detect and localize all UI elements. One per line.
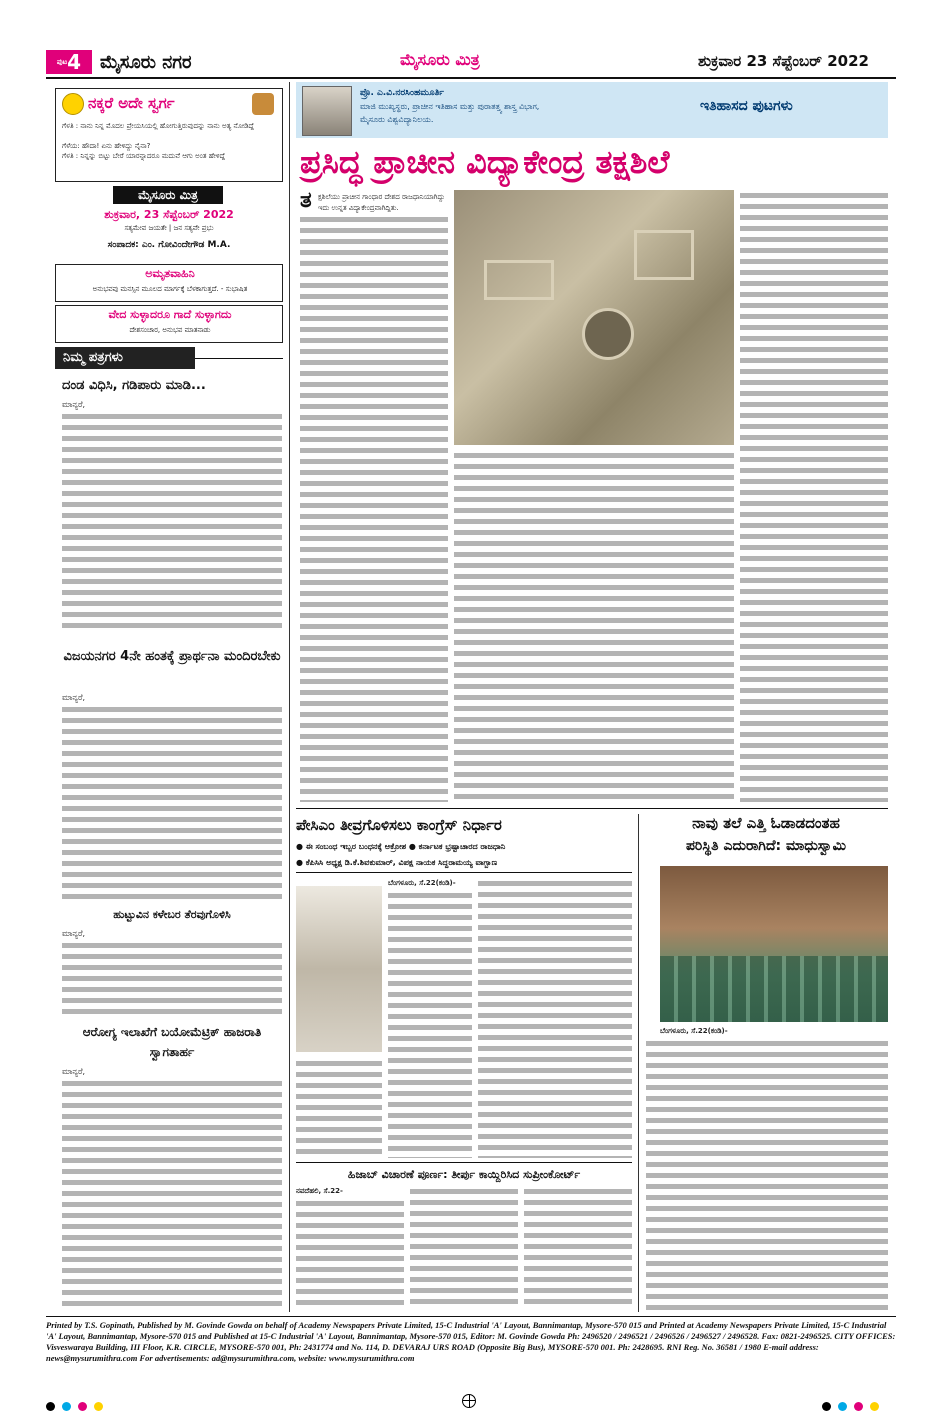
feature-col-3 [740, 190, 888, 802]
masthead: ಮೈಸೂರು ಮಿತ್ರ [400, 50, 480, 69]
letter-3-title: ಹುಟ್ಟುವಿನ ಕಳೇಬರ ತೆರವುಗೊಳಿಸಿ [113, 908, 231, 921]
reg-dot-yellow [94, 1402, 103, 1411]
amrutha-title: ಅಮೃತವಾಹಿನಿ [145, 267, 195, 280]
joke-line-2: ಗೆಳೆಯ: ಹೌದಾ! ಏನು ಹೇಳಿದ್ದು ನೈನಾ? [62, 142, 151, 150]
feature-col-1 [300, 214, 448, 802]
column-name: ಇತಿಹಾಸದ ಪುಟಗಳು [700, 98, 793, 114]
stupa-shape [582, 308, 634, 360]
letter-4-body [62, 1078, 282, 1310]
congress-dateline: ಬೆಂಗಳೂರು, ಸೆ.22(ಕಂಡಿ)- [388, 879, 456, 887]
madhu-headline-1: ನಾವು ತಲೆ ಎತ್ತಿ ಓಡಾಡದಂತಹ [692, 814, 840, 832]
letter-4-salutation: ಮಾನ್ಯರೆ, [62, 1067, 86, 1076]
feature-headline: ಪ್ರಸಿದ್ಧ ಪ್ರಾಚೀನ ವಿದ್ಯಾಕೇಂದ್ರ ತಕ್ಷಶಿಲೆ [300, 143, 670, 181]
registration-mark [462, 1394, 476, 1408]
ruins-block-1 [484, 260, 554, 300]
congress-sub-rule [296, 872, 632, 873]
letter-1-title: ದಂಡ ವಿಧಿಸಿ, ಗಡಿಪಾರು ಮಾಡಿ... [62, 378, 206, 393]
veda-text: ದೇಶಸಂಚಾರ, ಅನುಭವ ಮಾತನಾಡು [129, 326, 211, 334]
reg-dot-magenta-r [854, 1402, 863, 1411]
letter-3-body [62, 940, 282, 1016]
author-role-1: ಮಾಜಿ ಮುಖ್ಯಸ್ಥರು, ಪ್ರಾಚೀನ ಇತಿಹಾಸ ಮತ್ತು ಪುರಾತತ್ತ್ವ ಶಾಸ್ತ್ರ ವಿಭಾಗ, [360, 102, 540, 111]
amrutha-box [55, 264, 283, 302]
editor-line: ಸಂಪಾದಕ: ಎಂ. ಗೋವಿಂದೇಗೌಡ M.A. [107, 240, 231, 250]
letters-rule [195, 358, 283, 359]
hijab-col-2 [410, 1186, 518, 1310]
feature-col-2 [454, 450, 734, 802]
reg-dot-magenta [78, 1402, 87, 1411]
reg-dot-yellow-r [870, 1402, 879, 1411]
issue-date: ಶುಕ್ರವಾರ 23 ಸೆಪ್ಟೆಂಬರ್ 2022 [698, 52, 869, 70]
mitra-date: ಶುಕ್ರವಾರ, 23 ಸೆಪ್ಟೆಂಬರ್ 2022 [104, 208, 234, 221]
madhu-dateline: ಬೆಂಗಳೂರು, ಸೆ.22(ಕಂಡಿ)- [660, 1027, 728, 1035]
smiley-icon [62, 93, 84, 115]
letter-1-salutation: ಮಾನ್ಯರೆ, [62, 400, 86, 409]
footer-imprint: Printed by T.S. Gopinath, Published by M. Govinde Gowda on behalf of Academy Newspapers Private Limited, 15-C Industrial 'A' Layout, Bannimantap, Mysore-570 015 and Printed at Academy Newspapers Private Limited, 15-C Industrial 'A' Layout, Bannimantap, Mysore-570 015 and Published at 15-C Industrial 'A' Layout, Bannimantap, Mysore-570 015, Editor: M. Govinde Gowda Ph: 2496520 / 2496521 / 2496526 / 2496527 / 2496528. Fax: 0821-2496525. CITY OFFICES: Visveswaraya Building, III Floor, K.R. CIRCLE, MYSORE-570 001, Ph: 2431774 and No. 114, D. DEVARAJ URS ROAD (Opposite Big Bus), MYSORE-570 001. Ph: 2428695. RNI Reg. No. 36581 / 1980 E-mail address: news@mysurumithra.com For advertisements: ad@mysurumithra.com, website: www.mysurumithra.com [46, 1320, 896, 1363]
assembly-benches [660, 956, 888, 1022]
reg-dot-black-r [822, 1402, 831, 1411]
veda-box [55, 305, 283, 343]
nakkare-title: ನಕ್ಕರೆ ಅದೇ ಸ್ವರ್ಗ [88, 94, 175, 112]
feature-bottom-rule [296, 808, 888, 809]
congress-col-2 [478, 878, 632, 1158]
letter-2-body [62, 704, 282, 900]
ruins-block-2 [634, 230, 694, 280]
letter-4-title: ಆರೋಗ್ಯ ಇಲಾಖೆಗೆ ಬಯೋಮೆಟ್ರಿಕ್ ಹಾಜರಾತಿ ಸ್ವಾಗತಾರ್ಹ [82, 1025, 262, 1059]
hijab-headline: ಹಿಜಾಬ್ ವಿಚಾರಣೆ ಪೂರ್ಣ: ತೀರ್ಪು ಕಾಯ್ದಿರಿಸಿದ ಸುಪ್ರೀಂಕೋರ್ಟ್ [347, 1168, 581, 1181]
reg-dot-cyan-r [838, 1402, 847, 1411]
congress-subhead-2: ● ಕೆಪಿಸಿಸಿ ಅಧ್ಯಕ್ಷ ಡಿ.ಕೆ.ಶಿವಕುಮಾರ್, ವಿಪಕ್ಷ ನಾಯಕ ಸಿದ್ದರಾಮಯ್ಯ ವಾಗ್ಬಾಣ [296, 858, 498, 867]
letter-2-title: ವಿಜಯನಗರ 4ನೇ ಹಂತಕ್ಕೆ ಪ್ರಾರ್ಥನಾ ಮಂದಿರಬೇಕು [63, 649, 281, 664]
madhu-body [646, 1038, 888, 1310]
tagline: ಸತ್ಯಮೇವ ಜಯತೇ | ಜನ ಸತ್ಯವೇ ಪ್ರಭು [124, 224, 214, 232]
page-number-badge: $^{ಪುಟ}$4 [46, 50, 92, 74]
feature-lead: ಕ್ಷಶಿಲೆಯು ಪ್ರಾಚೀನ ಗಾಂಧಾರ ದೇಶದ ರಾಜಧಾನಿಯಾಗಿದ್ದು ಇದು ಉನ್ನತ ವಿದ್ಯಾಕೇಂದ್ರವಾಗಿದ್ದಿತು. [318, 193, 445, 212]
story-divider [638, 814, 639, 1312]
hijab-col-3 [524, 1186, 632, 1310]
author-photo [302, 86, 352, 136]
author-name: ಪ್ರೊ. ಎ.ವಿ.ನರಸಿಂಹಮೂರ್ತಿ [360, 88, 444, 98]
congress-headline: ಪೇಸಿಎಂ ತೀವ್ರಗೊಳಿಸಲು ಕಾಂಗ್ರೆಸ್ ನಿರ್ಧಾರ [296, 816, 502, 834]
hijab-top-rule [296, 1162, 632, 1163]
reg-dot-cyan [62, 1402, 71, 1411]
letter-2-salutation: ಮಾನ್ಯರೆ, [62, 693, 86, 702]
assembly-photo [660, 866, 888, 1022]
amrutha-text: ಅನುಭವವು ಮನಸ್ಸಿನ ಮೂಲದ ಮಾರ್ಗಕ್ಕೆ ಬೆಳಕಾಗುತ್ತದೆ. - ಸುಭಾಷಿತ [92, 285, 248, 293]
sidebar-divider [289, 82, 290, 1312]
veda-title: ವೇದ ಸುಳ್ಳಾದರೂ ಗಾದೆ ಸುಳ್ಳಾಗದು [108, 308, 232, 321]
joke-line-3: ಗೆಳತಿ : ನಿನ್ನನ್ನು ಬಿಟ್ಟು ಬೇರೆ ಯಾರನ್ನಾದರೂ ಮದುವೆ ಆಗು ಅಂತ ಹೇಳಿದ್ದೆ [62, 152, 226, 160]
section-title: ಮೈಸೂರು ನಗರ [100, 52, 192, 73]
congress-col-1 [388, 890, 472, 1158]
congress-photo [296, 886, 382, 1052]
letter-3-salutation: ಮಾನ್ಯರೆ, [62, 929, 86, 938]
letter-1-body [62, 411, 282, 631]
joke-line-1: ಗೆಳತಿ : ನಾನು ನಿನ್ನ ಮೊದಲ ಪ್ರೇಯಸಿಯಲ್ಲಿ ಹೋಗುತ್ತಿರುವುದನ್ನು ನಾನು ಅತ್ಯ ನೋಡಿದ್ದೆ [62, 122, 254, 130]
reg-dot-black [46, 1402, 55, 1411]
congress-subhead-1: ● ಈ ಸಂಬಂಧ ಇಬ್ಬರ ಬಂಧನಕ್ಕೆ ಆಕ್ರೋಶ ● ಕರ್ನಾಟಕ ಭ್ರಷ್ಟಾಚಾರದ ರಾಜಧಾನಿ [296, 842, 506, 851]
drop-cap: ತ [300, 188, 312, 213]
takshashila-photo [454, 190, 734, 445]
mitra-box-title: ಮೈಸೂರು ಮಿತ್ರ [113, 186, 223, 204]
author-role-2: ಮೈಸೂರು ವಿಶ್ವವಿದ್ಯಾನಿಲಯ. [360, 115, 434, 124]
hijab-dateline: ನವದೆಹಲಿ, ಸೆ.22- [296, 1187, 343, 1195]
registration-dots-left [46, 1396, 126, 1408]
cartoon-icon [252, 93, 274, 115]
header-rule [46, 77, 896, 79]
mitra-box [55, 186, 283, 258]
nakkare-box [55, 88, 283, 182]
madhu-headline-2: ಪರಿಸ್ಥಿತಿ ಎದುರಾಗಿದೆ: ಮಾಧುಸ್ವಾಮಿ [685, 838, 847, 854]
congress-col-1b [296, 1058, 382, 1158]
hijab-col-1 [296, 1198, 404, 1310]
letters-banner: ನಿಮ್ಮ ಪತ್ರಗಳು [55, 347, 195, 369]
footer-rule [46, 1316, 896, 1317]
registration-dots-right [822, 1396, 902, 1408]
